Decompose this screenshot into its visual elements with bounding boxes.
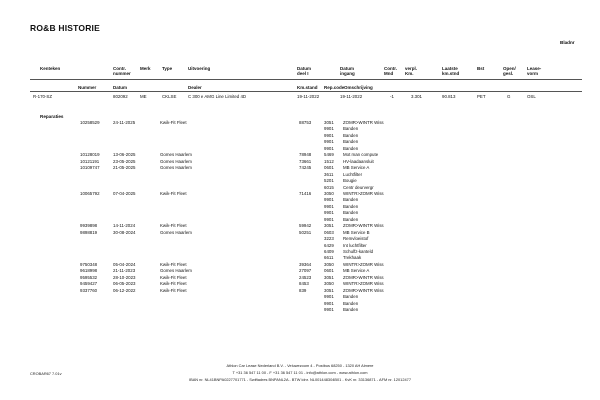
repair-dealer: Gomes Haarlem: [160, 229, 192, 235]
repair-description: ZOMR>WINTR Wiss: [343, 287, 384, 293]
bladnr-label: Bladnr: [560, 40, 575, 45]
repair-number: 9750348: [80, 261, 98, 267]
subheader-datum: Datum: [113, 85, 128, 90]
repair-date: 30-08-2024: [113, 229, 136, 235]
repair-description: WINTR>ZOMR Wiss: [343, 261, 384, 267]
header-kenteken: Kenteken: [40, 66, 61, 71]
footer-code: CROBAR67 7.01v: [30, 371, 62, 376]
repair-description: Schulfz-kanteld: [343, 249, 374, 254]
repair-code: 3611: [324, 171, 334, 177]
reparaties-heading: Reparaties: [40, 114, 64, 119]
repair-description: ZOMR>WINTR Wiss: [343, 223, 384, 229]
repair-dealer: Gomes Haarlem: [160, 158, 192, 164]
repair-date: 24-11-2025: [113, 120, 136, 125]
repair-code: 9901: [324, 307, 334, 313]
repair-number: 9939898: [80, 223, 98, 229]
repair-number: 10065792: [80, 190, 100, 196]
repair-code: 9901: [324, 216, 334, 222]
repair-dealer: Kwik-Fit Fleet: [160, 281, 187, 287]
repair-code: 3050: [324, 261, 334, 267]
repair-code: 0601: [324, 165, 334, 171]
vehicle-datum-deel: 19-11-2022: [297, 94, 320, 99]
repair-km: 73661: [299, 158, 312, 164]
repair-description: Banden: [343, 139, 359, 145]
repair-code: 9901: [324, 132, 334, 138]
repair-code: 6429: [324, 242, 334, 248]
repair-code: 6611: [324, 255, 334, 261]
repair-description: HV-laadaansluit: [343, 158, 374, 164]
header-contr-mnd: Contr. Mnd: [384, 66, 397, 77]
repair-code: 3051: [324, 274, 334, 280]
repair-date: 14-11-2024: [113, 223, 136, 229]
repair-description: Banden: [343, 300, 359, 306]
header-brandstof: Bst: [477, 66, 485, 71]
subheader-kmstand: Km.stand: [297, 85, 318, 90]
vehicle-datum-ingang: 19-11-2022: [340, 94, 363, 99]
repair-dealer: Kwik-Fit Fleet: [160, 287, 187, 293]
repair-dealer: Kwik-Fit Fleet: [160, 190, 187, 196]
repair-code: 3051: [324, 287, 334, 293]
repair-date: 21-05-2025: [113, 165, 136, 171]
repair-code: 9901: [324, 300, 334, 306]
vehicle-contr-mnd: -1: [390, 94, 394, 99]
repair-date: 06-05-2023: [113, 281, 136, 287]
repair-code: 5201: [324, 178, 334, 184]
header-datum-deel: Datum deel I: [297, 66, 312, 77]
repair-description: Centr deurvergr: [343, 184, 374, 190]
repair-code: 9901: [324, 197, 334, 203]
repair-km: 8453: [299, 281, 309, 287]
header-laatste-km: Laatste km.stnd: [442, 66, 460, 77]
repair-code: 3050: [324, 190, 334, 196]
repair-km: 71416: [299, 190, 312, 196]
repair-code: 5469: [324, 152, 334, 158]
repair-description: MB Service B: [343, 229, 370, 235]
repair-km: 78948: [299, 152, 312, 158]
repair-code: 9901: [324, 126, 334, 132]
vehicle-uitvoering: C 300 e AMG Line Limited 4D: [188, 94, 247, 99]
repair-dealer: Gomes Haarlem: [160, 165, 192, 171]
subheader-nummer: Nummer: [78, 85, 97, 90]
header-lease-vorm: Lease- vorm: [527, 66, 542, 77]
footer-contact: T +31 36 547 11 00 - F +31 36 547 11 01 - info@athlon.com - www.athlon.com: [232, 370, 368, 375]
repair-number: 10109747: [80, 165, 100, 171]
repair-description: Int luchtfilter: [343, 242, 367, 248]
repair-dealer: Kwik-Fit Fleet: [160, 120, 187, 125]
repair-code: 9901: [324, 145, 334, 151]
repair-description: ZOMR>WINTR Wiss: [343, 274, 384, 280]
repair-number: 9898819: [80, 229, 98, 235]
repair-dealer: Gomes Haarlem: [160, 152, 192, 158]
repair-description: Banden: [343, 216, 359, 222]
repair-description: Banden: [343, 145, 359, 151]
vehicle-laatste-km: 90.813: [442, 94, 456, 99]
repair-code: 9901: [324, 294, 334, 300]
repair-code: 3223: [324, 236, 334, 242]
repair-description: Banden: [343, 203, 359, 209]
repair-date: 28-10-2023: [113, 274, 136, 280]
vehicle-lease-vorm: OSL: [527, 94, 536, 99]
repair-number: 9459427: [80, 281, 98, 287]
repair-number: 9337760: [80, 287, 98, 293]
header-uitvoering: Uitvoering: [188, 66, 211, 71]
header-merk: Merk: [140, 66, 151, 71]
repair-dealer: Kwik-Fit Fleet: [160, 223, 187, 229]
repair-description: WINTR>ZOMR Wiss: [343, 190, 384, 196]
repair-date: 06-12-2022: [113, 287, 136, 293]
vehicle-contract: 802092: [113, 94, 128, 99]
repair-number: 9618998: [80, 268, 98, 274]
repair-date: 05-04-2024: [113, 261, 136, 267]
vehicle-merk: ME: [140, 94, 147, 99]
repair-number: 9595532: [80, 274, 98, 280]
repair-description: Banden: [343, 294, 359, 300]
repair-description: Banden: [343, 210, 359, 216]
vehicle-type: CKLSE: [162, 94, 177, 99]
repair-description: Banden: [343, 197, 359, 203]
repair-description: Luchtfilter: [343, 171, 363, 177]
header-verpl-km: verpl. Km.: [405, 66, 418, 77]
vehicle-brandstof: PET: [477, 94, 486, 99]
header-open-gesl: Open/ gesl.: [503, 66, 516, 77]
repair-km: 59942: [299, 223, 312, 229]
repair-number: 10128019: [80, 152, 100, 158]
repair-number: 10258529: [80, 120, 100, 125]
repair-description: MB Service A: [343, 268, 370, 274]
repair-description: Banden: [343, 126, 359, 132]
vehicle-verpl-km: 3.301: [411, 94, 422, 99]
subheader-omschrijving: Omschrijving: [344, 85, 373, 90]
repair-description: Banden: [343, 307, 359, 313]
vehicle-kenteken: R-170-SZ: [33, 94, 53, 99]
vehicle-open-gesl: G: [507, 94, 511, 99]
repair-km: 74245: [299, 165, 312, 171]
repair-km: 839: [299, 287, 307, 293]
repair-description: Banden: [343, 132, 359, 138]
repair-code: 3051: [324, 223, 334, 229]
document-title: RO&B HISTORIE: [30, 23, 100, 33]
table-row: [0, 307, 600, 314]
repair-description: Mot man compute: [343, 152, 379, 158]
repair-code: 3050: [324, 281, 334, 287]
footer-address: Athlon Car Lease Nederland B.V. - Veluwezoom 4 - Postbus 68250 - 1320 AH Almere: [226, 363, 374, 368]
repair-code: 6409: [324, 249, 334, 254]
footer-registration: IBAN nr. NL41BNPA0227701771 - Swiftadres BNPANL2A - BTW idnr. NL001448304B01 - KvK nr. 33136871 - AFM nr. 12012477: [189, 377, 411, 382]
repair-km: 50251: [299, 229, 312, 235]
subheader-repcode: Rep.code: [324, 85, 345, 90]
repair-date: 13-06-2025: [113, 152, 136, 158]
repair-code: 0603: [324, 229, 334, 235]
repair-code: 3051: [324, 120, 334, 125]
subheader-divider: [30, 91, 582, 92]
repair-code: 9901: [324, 139, 334, 145]
repair-description: WINTR>ZOMR Wiss: [343, 281, 384, 287]
header-divider: [30, 79, 582, 80]
repair-dealer: Kwik-Fit Fleet: [160, 274, 187, 280]
header-type: Type: [162, 66, 173, 71]
repair-date: 23-05-2025: [113, 158, 136, 164]
repair-km: 27097: [299, 268, 312, 274]
repair-code: 6015: [324, 184, 334, 190]
repair-dealer: Kwik-Fit Fleet: [160, 261, 187, 267]
header-contr-nummer: Contr. nummer: [113, 66, 131, 77]
repair-code: 1512: [324, 158, 334, 164]
repair-date: 07-04-2025: [113, 190, 136, 196]
subheader-dealer: Dealer: [188, 85, 202, 90]
repair-number: 10121191: [80, 158, 100, 164]
repair-code: 9901: [324, 203, 334, 209]
repair-description: Remvloeistof: [343, 236, 369, 242]
repair-km: 24523: [299, 274, 312, 280]
repair-description: Bougie: [343, 178, 357, 184]
repair-description: Trekhaak: [343, 255, 362, 261]
repair-description: MB Service A: [343, 165, 370, 171]
repair-km: 39364: [299, 261, 312, 267]
header-datum-ingang: Datum ingang: [340, 66, 355, 77]
repair-description: ZOMR>WINTR Wiss: [343, 120, 384, 125]
repair-km: 88753: [299, 120, 312, 125]
repair-code: 9901: [324, 210, 334, 216]
repair-code: 0601: [324, 268, 334, 274]
repair-date: 21-11-2023: [113, 268, 136, 274]
repair-dealer: Gomes Haarlem: [160, 268, 192, 274]
